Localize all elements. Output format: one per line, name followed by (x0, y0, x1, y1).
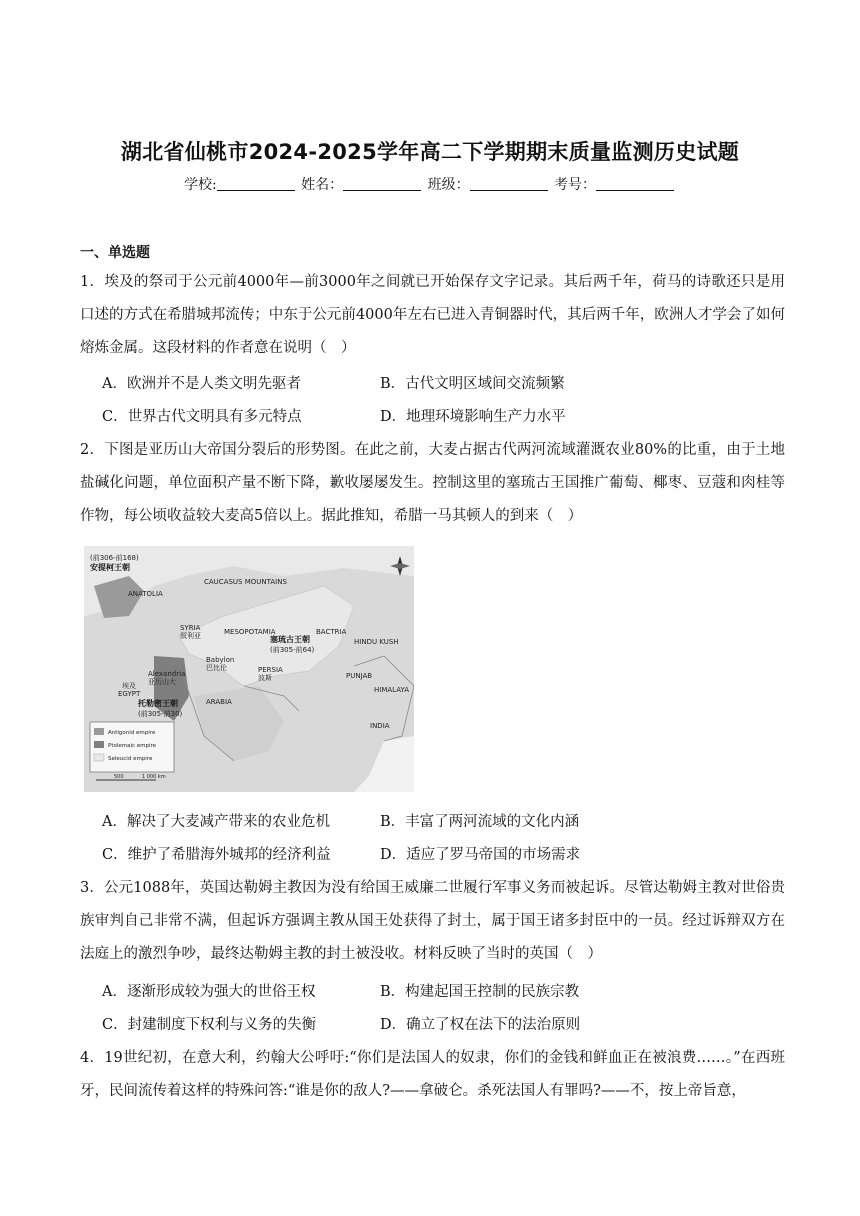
map-legend-item-1: Antigonid empire (108, 730, 156, 736)
class-label: 班级： (427, 177, 470, 193)
map-label-egypt-cn: 埃及 (122, 682, 136, 690)
map-label-ptolemaic: 托勒密王朝 (138, 699, 178, 708)
question-1-option-b[interactable]: B．古代文明区域间交流频繁 (380, 376, 565, 392)
school-label: 学校: (183, 177, 217, 193)
map-legend-item-2: Ptolemaic empire (108, 743, 157, 749)
map-label-antigonid: 安提柯王朝 (90, 563, 130, 572)
student-info-line (0, 174, 860, 194)
question-1-option-a[interactable]: A．欧洲并不是人类文明先驱者 (102, 376, 301, 392)
question-1-option-d[interactable]: D．地理环境影响生产力水平 (380, 409, 566, 425)
map-label-antigonid-dates: (前306-前168) (90, 554, 139, 562)
map-label-syria-cn: 叙利亚 (180, 632, 201, 640)
map-label-seleucid-dates: (前305-前64) (270, 646, 315, 654)
map-scale-label-1: 500 (114, 774, 124, 780)
section-title: 一、单选题 (80, 245, 150, 261)
map-label-persia: PERSIA (258, 666, 283, 674)
map-label-persia-cn: 波斯 (258, 674, 272, 682)
map-label-syria: SYRIA (180, 624, 201, 632)
question-1-stem: 1．埃及的祭司于公元前4000年—前3000年之间就已开始保存文字记录。其后两千年，荷马的诗歌还只是用口述的方式在希腊城邦流传；中东于公元前4000年左右已进入青铜器时代，其后两千年，欧洲人才学会了如何熔炼金属。这段材料的作者意在说明（ ） (80, 274, 785, 356)
map-label-punjab: PUNJAB (346, 672, 373, 680)
name-field[interactable] (343, 176, 421, 191)
exam-title: 湖北省仙桃市2024-2025学年高二下学期期末质量监测历史试题 (120, 140, 740, 164)
map-label-mesopotamia: MESOPOTAMIA (224, 628, 276, 636)
class-field[interactable] (470, 176, 548, 191)
map-svg (84, 546, 414, 792)
map-label-anatolia: ANATOLIA (128, 590, 163, 598)
school-field[interactable] (217, 176, 295, 191)
map-label-india: INDIA (370, 722, 390, 730)
map-label-egypt: EGYPT (118, 690, 141, 698)
map-label-caucasus: CAUCASUS MOUNTAINS (204, 578, 287, 586)
question-3-option-b[interactable]: B．构建起国王控制的民族宗教 (380, 984, 580, 1000)
question-2-option-b[interactable]: B．丰富了两河流域的文化内涵 (380, 814, 580, 830)
map-label-bactria: BACTRIA (316, 628, 347, 636)
question-3-option-c[interactable]: C．封建制度下权利与义务的失衡 (102, 1017, 317, 1033)
map-label-babylon-cn: 巴比伦 (206, 664, 227, 672)
name-label: 姓名： (301, 177, 344, 193)
map-label-ptolemaic-dates: (前305-前30) (138, 710, 183, 718)
question-2-option-a[interactable]: A．解决了大麦减产带来的农业危机 (102, 814, 330, 830)
map-label-alexandria: Alexandria (148, 670, 186, 678)
question-2-option-c[interactable]: C．维护了希腊海外城邦的经济利益 (102, 847, 331, 863)
map-label-hindu-kush: HINDU KUSH (354, 638, 399, 646)
map-label-himalaya: HIMALAYA (374, 686, 409, 694)
question-3-stem: 3．公元1088年，英国达勒姆主教因为没有给国王威廉二世履行军事义务而被起诉。尽管达勒姆主教对世俗贵族审判自己非常不满，但起诉方强调主教从国王处获得了封土，属于国王诸多封臣中的一员。经过诉辩双方在法庭上的激烈争吵，最终达勒姆主教的封土被没收。材料反映了当时的英国（ ） (80, 880, 785, 962)
question-2-option-d[interactable]: D．适应了罗马帝国的市场需求 (380, 847, 581, 863)
question-3-option-a[interactable]: A．逐渐形成较为强大的世俗王权 (102, 984, 316, 1000)
exam-no-label: 考号： (554, 177, 597, 193)
map-label-alexandria-cn: 亚历山大 (148, 678, 176, 686)
question-3-option-d[interactable]: D．确立了权在法下的法治原则 (380, 1017, 581, 1033)
question-2-stem: 2．下图是亚历山大帝国分裂后的形势图。在此之前，大麦占据古代两河流域灌溉农业80%的比重，由于土地盐碱化问题，单位面积产量不断下降，歉收屡屡发生。控制这里的塞琉古王国推广葡萄、椰枣、豆蔻和肉桂等作物，每公顷收益较大麦高5倍以上。据此推知，希腊一马其顿人的到来（ ） (80, 442, 785, 524)
map-scale-label-2: 1 000 km (142, 774, 166, 780)
map-label-seleucid: 塞琉古王朝 (270, 635, 310, 644)
exam-no-field[interactable] (596, 176, 674, 191)
hellenistic-map (84, 546, 414, 792)
map-label-arabia: ARABIA (206, 698, 232, 706)
question-4-stem: 4．19世纪初，在意大利，约翰大公呼吁:“你们是法国人的奴隶，你们的金钱和鲜血正在被浪费……。”在西班牙，民间流传着这样的特殊问答:“谁是你的敌人?——拿破仑。杀死法国人有罪吗?——不，按上帝旨意， (80, 1050, 785, 1099)
map-legend-item-3: Seleucid empire (108, 756, 153, 762)
map-label-babylon: Babylon (206, 656, 235, 664)
question-1-option-c[interactable]: C．世界古代文明具有多元特点 (102, 409, 302, 425)
